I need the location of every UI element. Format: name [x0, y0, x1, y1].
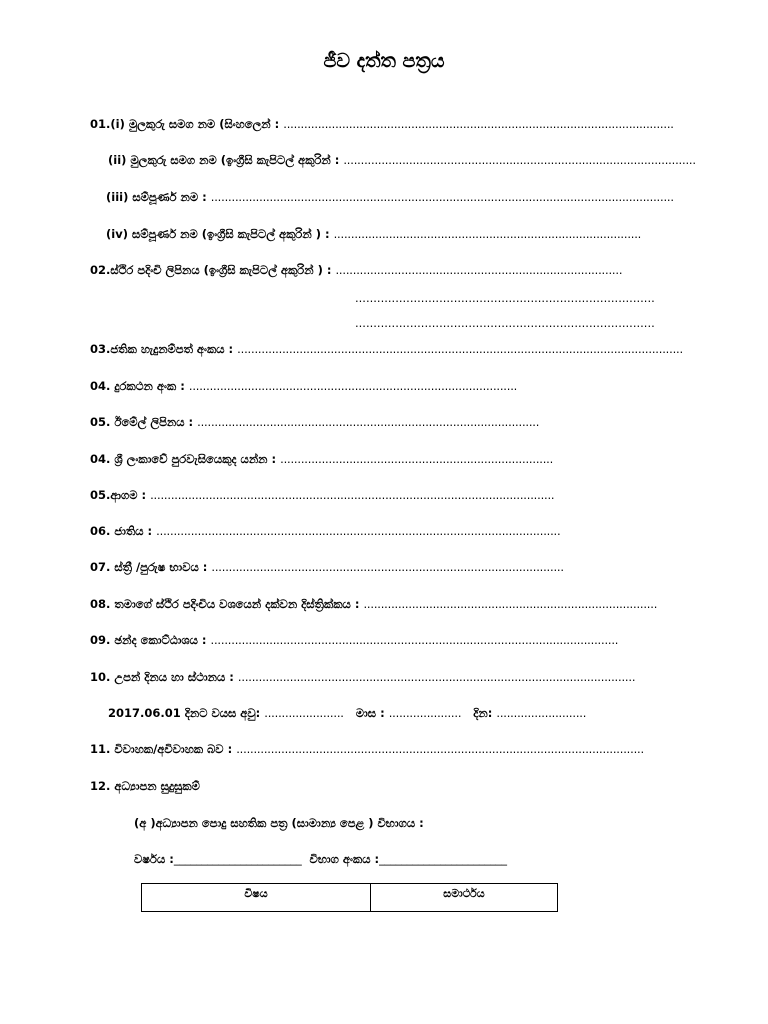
field-phone	[90, 377, 517, 395]
year-blank[interactable]: _______________________	[173, 852, 302, 866]
fill-dots[interactable]: .........................................................................................	[333, 227, 642, 241]
index-label: විභාග අංකය :	[309, 852, 380, 866]
exam-year-index	[134, 850, 507, 868]
field-label: (iv) සම්පූර්ණ නම (ඉංග්‍රීසි කැපිටල් අකුරින් ) :	[106, 227, 330, 241]
field-label: 05.ආගම :	[90, 488, 147, 502]
fill-dots[interactable]: ...................................................................................................................	[237, 670, 636, 684]
section-education	[90, 777, 200, 795]
fill-dots[interactable]: .....................................................................................................................	[150, 488, 555, 502]
field-age	[108, 704, 586, 722]
fill-dots[interactable]: .....................................................................................................................	[156, 524, 561, 538]
field-label: 08. තමාගේ ස්ථිර පදිංචිය වශයෙන් දක්වන දිස්ත්‍රික්කය :	[90, 597, 360, 611]
results-table	[141, 883, 558, 912]
age-date-label: 2017.06.01 දිනට වයස අවු:	[108, 706, 261, 720]
address-line-2[interactable]: ..................................................................................	[355, 291, 655, 305]
field-label: 04. දුරකථන අංක :	[90, 379, 185, 393]
field-label: 07. ස්ත්‍රී /පුරුෂ භාවය :	[90, 560, 208, 574]
table-header-row	[142, 884, 558, 912]
fill-dots[interactable]: .....................................................................................	[363, 597, 658, 611]
field-nationality	[90, 522, 560, 540]
age-years-dots[interactable]: .......................	[264, 706, 344, 720]
field-label: (ii) මුලකුරු සමග නම (ඉංග්‍රීසි කැපිටල් අකුරින් :	[108, 153, 340, 167]
field-label: 10. උපන් දිනය හා ස්ථානය :	[90, 670, 234, 684]
field-label: 11. විවාහක/අවිවාහක බව :	[90, 742, 233, 756]
field-label: (iii) සම්පූර්ණ නම :	[106, 190, 207, 204]
fill-dots[interactable]: ...................................................................................	[335, 263, 623, 277]
fill-dots[interactable]: ...................................................................................................	[197, 415, 540, 429]
field-label: 06. ජාතිය :	[90, 524, 153, 538]
year-label: වර්ෂය :	[134, 852, 174, 866]
fill-dots[interactable]: ......................................................................................................................................	[210, 190, 674, 204]
field-label: 02.ස්ථිර පදිංචි ලිපිනය (ඉංග්‍රීසි කැපිටල් අකුරින් ) :	[90, 263, 332, 277]
field-name-initials-english	[108, 151, 696, 169]
address-line-3[interactable]: ..................................................................................	[355, 316, 655, 330]
fill-dots[interactable]: ......................................................................................................................	[236, 742, 644, 756]
field-label: 04. ශ්‍රී ලංකාවේ පුරවැසියෙකුද යන්න :	[90, 452, 277, 466]
field-district	[90, 595, 657, 613]
ol-exam-heading	[134, 814, 424, 832]
fill-dots[interactable]: ...............................................................................................	[188, 379, 518, 393]
fill-dots[interactable]: ......................................................................................................................	[210, 633, 619, 647]
document-title: ජීව දත්ත පත්‍රය	[323, 50, 445, 72]
field-email	[90, 413, 539, 431]
fill-dots[interactable]: ...............................................................................	[280, 452, 554, 466]
age-months-dots[interactable]: .....................	[388, 706, 462, 720]
fill-dots[interactable]: ......................................................................................................	[343, 153, 696, 167]
header-subject: විෂය	[142, 884, 371, 912]
field-permanent-address	[90, 261, 622, 279]
field-citizenship	[90, 450, 553, 468]
field-label: 03.ජතික හැදුනම්පත් අංකය :	[90, 342, 234, 356]
field-electorate	[90, 631, 618, 649]
field-marital-status	[90, 740, 644, 758]
fill-dots[interactable]: .................................................................................................................	[283, 117, 674, 131]
fill-dots[interactable]: .................................................................................................................................	[237, 342, 683, 356]
fill-dots[interactable]: ......................................................................................................	[211, 560, 564, 574]
field-name-initials-sinhala	[90, 115, 674, 133]
age-days-label: දින:	[473, 706, 493, 720]
index-blank[interactable]: _______________________	[379, 852, 507, 866]
field-birth-date-place	[90, 668, 635, 686]
field-label: 05. ඊමේල් ලිපිනය :	[90, 415, 194, 429]
header-result: සමාර්ථය	[371, 884, 558, 912]
field-full-name	[106, 188, 674, 206]
field-gender	[90, 558, 564, 576]
section-heading: 12. අධ්‍යාපන සුදුසුකම්	[90, 779, 200, 793]
field-label: 09. ඡන්ද කොට්ඨාශය :	[90, 633, 207, 647]
age-days-dots[interactable]: ..........................	[496, 706, 587, 720]
field-nic-number	[90, 340, 683, 358]
field-label: 01.(i) මුලකුරු සමග නම (සිංහලෙන් :	[90, 117, 280, 131]
field-religion	[90, 486, 554, 504]
section-subheading: (අ )අධ්‍යාපන පොදු සහතික පත්‍ර (සාමාන්‍ය පෙළ ) විභාගය :	[134, 816, 424, 830]
age-months-label: මාස :	[355, 706, 385, 720]
field-full-name-english	[106, 225, 641, 243]
